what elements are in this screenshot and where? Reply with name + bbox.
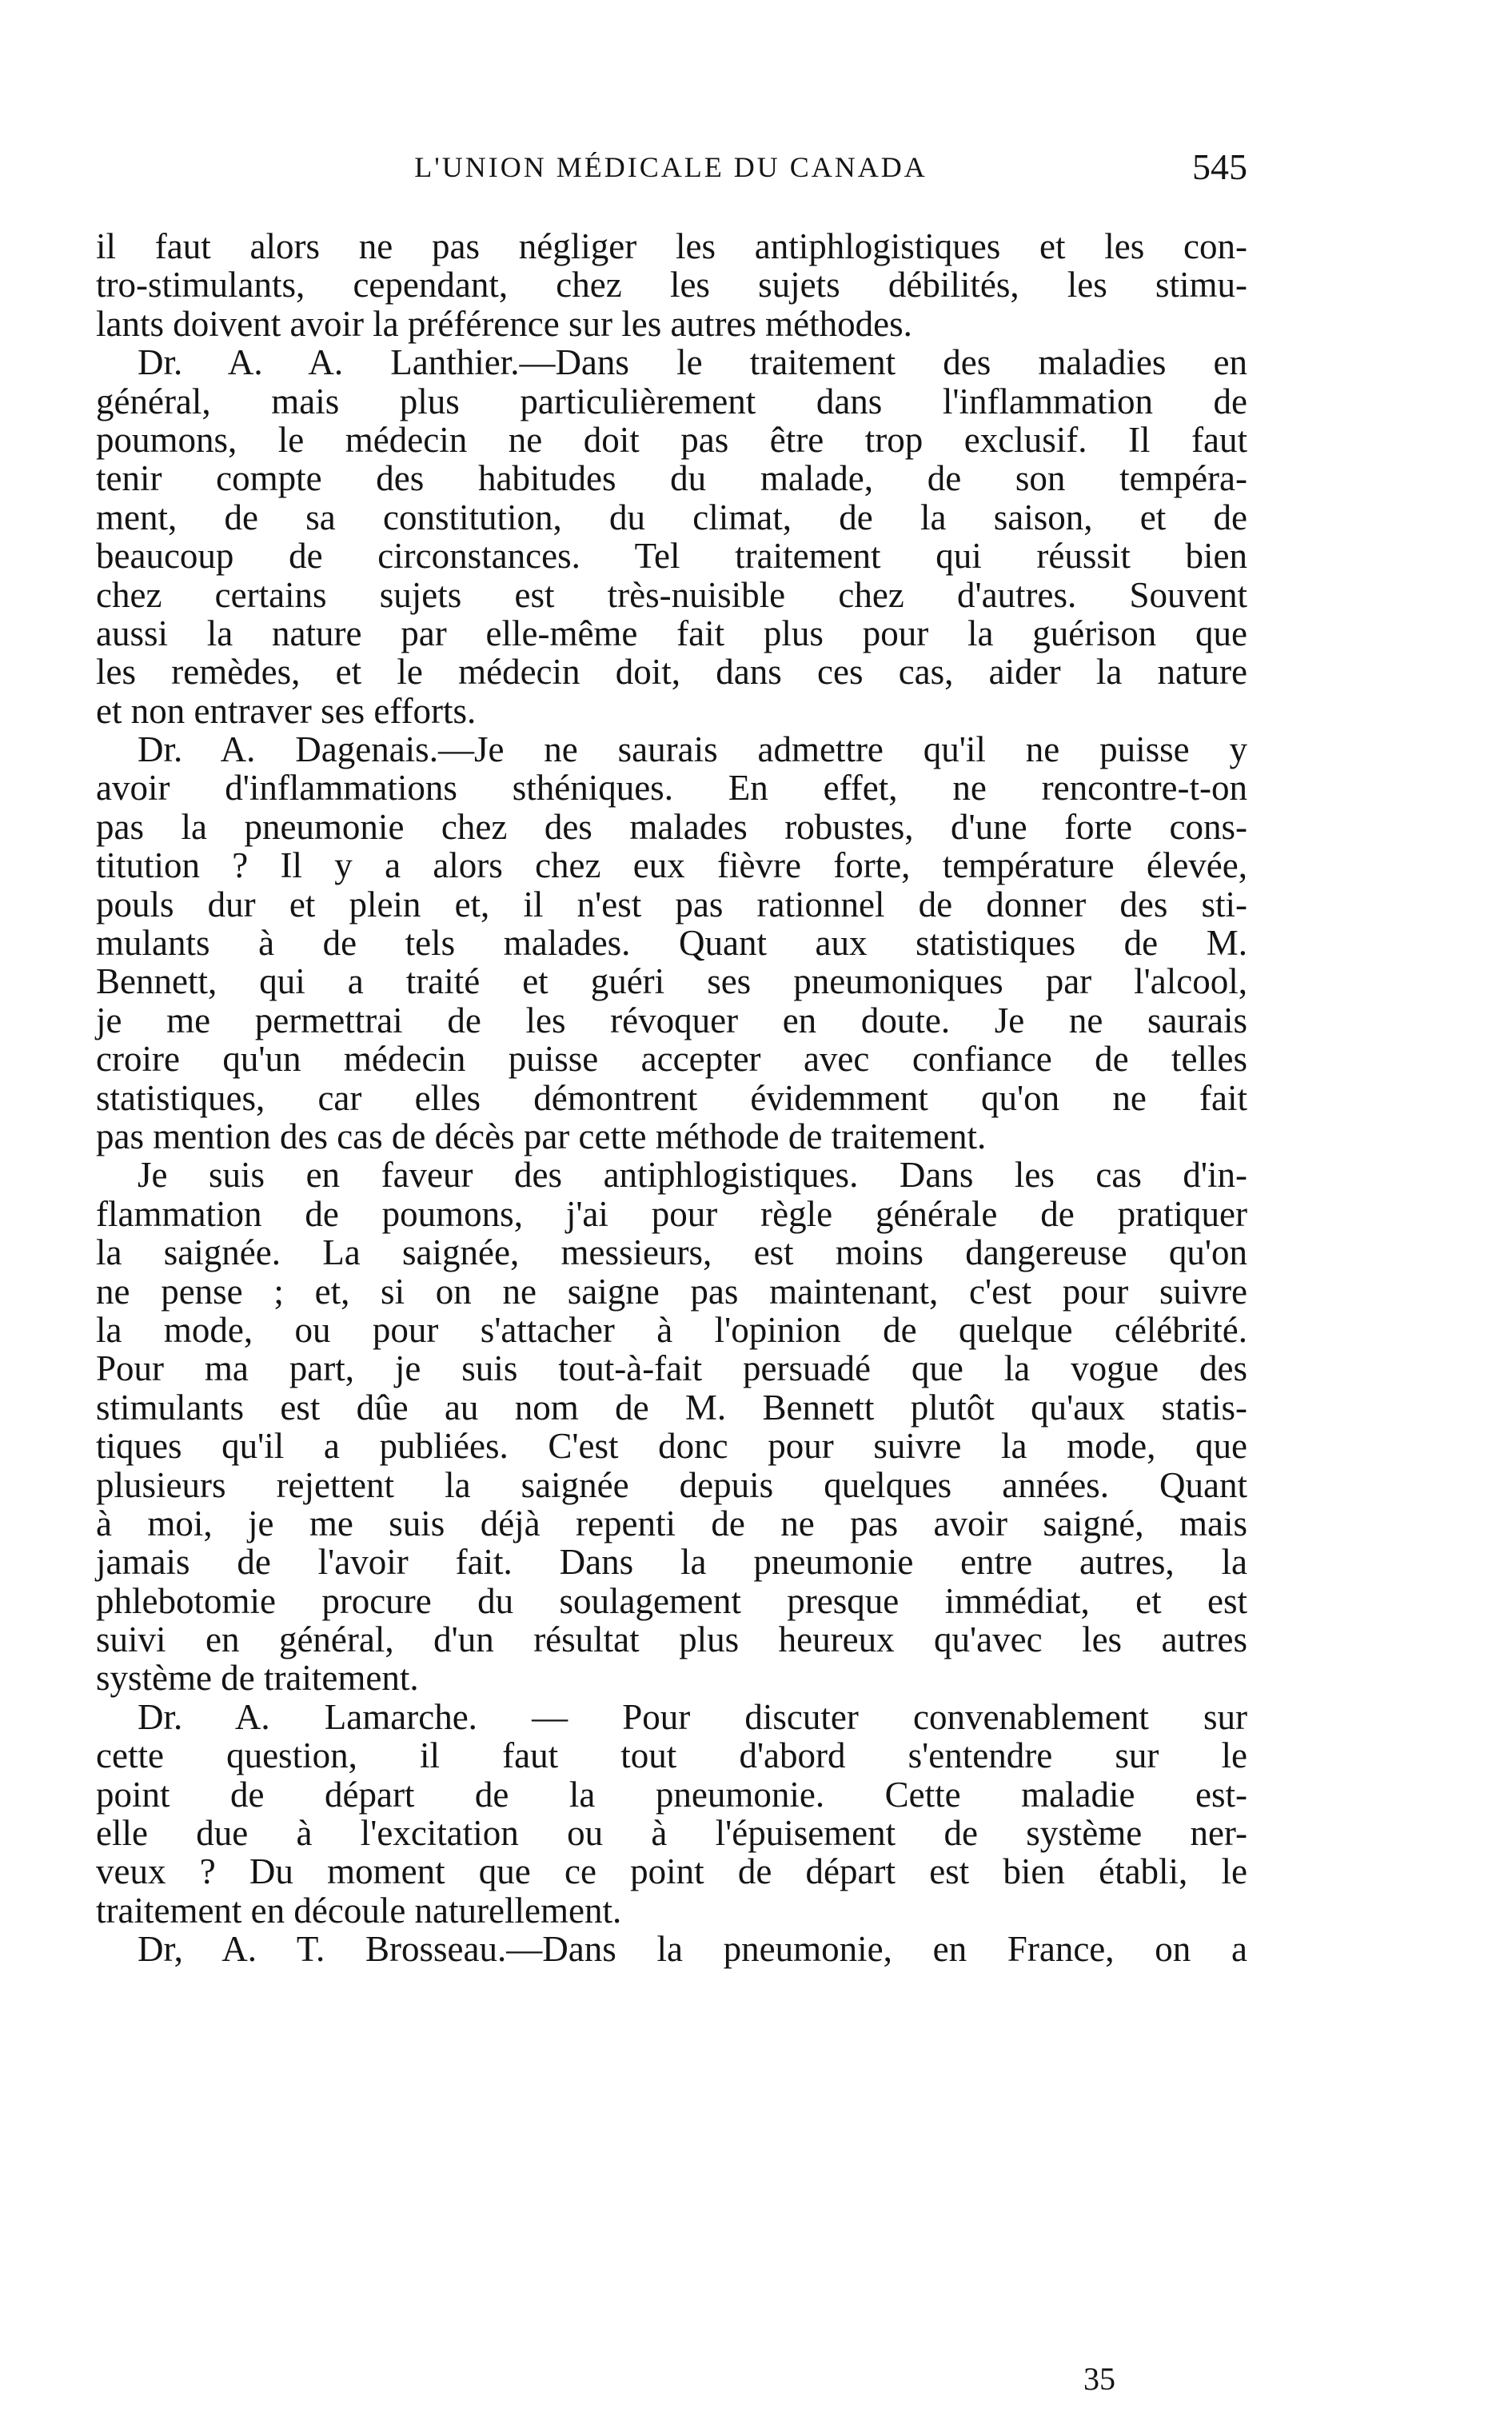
- text-line: ne pense ; et, si on ne saigne pas maintenant, c'est pour suivre: [96, 1271, 1247, 1312]
- page-number: 545: [1192, 146, 1247, 187]
- text-line: Pour ma part, je suis tout-à-fait persuadé que la vogue des: [96, 1348, 1247, 1389]
- text-line: phlebotomie procure du soulagement presque immédiat, et est: [96, 1580, 1247, 1621]
- text-line: pas la pneumonie chez des malades robustes, d'une forte cons-: [96, 806, 1247, 847]
- text-line: elle due à l'excitation ou à l'épuisement de système ner-: [96, 1813, 1247, 1854]
- text-line: Dr. A. A. Lanthier.—Dans le traitement des maladies en: [138, 342, 1247, 383]
- text-line: système de traitement.: [96, 1658, 419, 1699]
- text-line: titution ? Il y a alors chez eux fièvre forte, température élevée,: [96, 845, 1247, 886]
- text-line: beaucoup de circonstances. Tel traitement qui réussit bien: [96, 536, 1247, 577]
- text-line: ment, de sa constitution, du climat, de la saison, et de: [96, 497, 1247, 537]
- text-line: Dr, A. T. Brosseau.—Dans la pneumonie, en France, on a: [138, 1929, 1247, 1970]
- text-line: tro-stimulants, cependant, chez les sujets débilités, les stimu-: [96, 265, 1247, 305]
- text-line: poumons, le médecin ne doit pas être trop exclusif. Il faut: [96, 419, 1247, 460]
- text-line: et non entraver ses efforts.: [96, 690, 477, 731]
- signature-mark: 35: [1083, 2361, 1115, 2397]
- text-line: la saignée. La saignée, messieurs, est moins dangereuse qu'on: [96, 1232, 1247, 1273]
- text-line: pouls dur et plein et, il n'est pas rationnel de donner des sti-: [96, 884, 1247, 924]
- text-line: Je suis en faveur des antiphlogistiques. Dans les cas d'in-: [138, 1155, 1247, 1196]
- text-line: plusieurs rejettent la saignée depuis quelques années. Quant: [96, 1464, 1247, 1505]
- text-line: à moi, je me suis déjà repenti de ne pas avoir saigné, mais: [96, 1503, 1247, 1543]
- running-title: L'UNION MÉDICALE DU CANADA: [414, 151, 928, 183]
- text-line: les remèdes, et le médecin doit, dans ces cas, aider la nature: [96, 652, 1247, 693]
- text-line: pas mention des cas de décès par cette méthode de traitement.: [96, 1116, 987, 1156]
- text-line: chez certains sujets est très-nuisible chez d'autres. Souvent: [96, 574, 1247, 615]
- text-line: point de départ de la pneumonie. Cette maladie est-: [96, 1774, 1247, 1815]
- text-line: il faut alors ne pas négliger les antiphlogistiques et les con-: [96, 226, 1247, 266]
- running-head: [94, 146, 1247, 198]
- text-line: tiques qu'il a publiées. C'est donc pour suivre la mode, que: [96, 1426, 1247, 1467]
- text-line: Bennett, qui a traité et guéri ses pneumoniques par l'alcool,: [96, 961, 1247, 1002]
- text-line: Dr. A. Lamarche. — Pour discuter convenablement sur: [138, 1696, 1247, 1737]
- text-line: je me permettrai de les révoquer en doute. Je ne saurais: [96, 1000, 1247, 1040]
- text-line: stimulants est dûe au nom de M. Bennett plutôt qu'aux statis-: [96, 1387, 1247, 1428]
- text-line: avoir d'inflammations sthéniques. En effet, ne rencontre-t-on: [96, 768, 1247, 809]
- text-line: traitement en découle naturellement.: [96, 1890, 622, 1931]
- text-line: la mode, ou pour s'attacher à l'opinion de quelque célébrité.: [96, 1309, 1247, 1350]
- text-line: statistiques, car elles démontrent évidemment qu'on ne fait: [96, 1077, 1247, 1118]
- text-line: veux ? Du moment que ce point de départ est bien établi, le: [96, 1851, 1247, 1892]
- text-line: flammation de poumons, j'ai pour règle générale de pratiquer: [96, 1193, 1247, 1234]
- text-line: mulants à de tels malades. Quant aux statistiques de M.: [96, 923, 1247, 964]
- text-line: cette question, il faut tout d'abord s'entendre sur le: [96, 1735, 1247, 1776]
- text-line: lants doivent avoir la préférence sur les autres méthodes.: [96, 303, 912, 344]
- text-line: suivi en général, d'un résultat plus heureux qu'avec les autres: [96, 1619, 1247, 1660]
- text-line: tenir compte des habitudes du malade, de son tempéra-: [96, 458, 1247, 499]
- text-line: croire qu'un médecin puisse accepter avec confiance de telles: [96, 1039, 1247, 1080]
- text-line: aussi la nature par elle-même fait plus pour la guérison que: [96, 613, 1247, 653]
- text-line: Dr. A. Dagenais.—Je ne saurais admettre qu'il ne puisse y: [138, 729, 1247, 770]
- text-line: jamais de l'avoir fait. Dans la pneumonie entre autres, la: [96, 1542, 1247, 1583]
- body-text: [96, 227, 1247, 1969]
- text-line: général, mais plus particulièrement dans l'inflammation de: [96, 381, 1247, 421]
